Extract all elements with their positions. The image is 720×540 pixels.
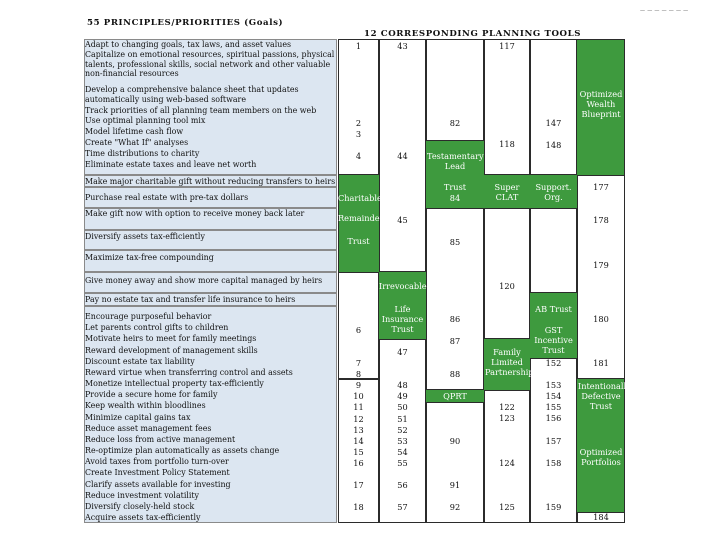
principle-line: Reduce loss from active management (85, 435, 236, 444)
principle-line: Motivate heirs to meet for family meetings (85, 334, 257, 343)
principle-line: Track priorities of all planning team members on the web (85, 106, 317, 115)
tool-label: Charitable (338, 193, 382, 203)
principle-line: Make major charitable gift without reducing transfers to heirs (85, 177, 336, 186)
tool-number: 148 (545, 140, 562, 150)
principle-line: Reward development of management skills (85, 346, 258, 355)
principle-line: Adapt to changing goals, tax laws, and asset values (85, 40, 292, 49)
principle-line: Capitalize on emotional resources, spiritual passions, physical talents, professional skills, social network and other valuable non-financial resources (85, 50, 335, 79)
principle-line: Time distributions to charity (85, 149, 200, 158)
principle-line: Reduce asset management fees (85, 424, 212, 433)
tool-number: 156 (545, 413, 562, 423)
tool-label: Super CLAT (494, 182, 520, 202)
grid-cell-border (484, 39, 530, 175)
tool-number: 12 (353, 414, 364, 424)
tool-number: 18 (353, 502, 364, 512)
principle-line: Encourage purposeful behavior (85, 312, 212, 321)
tool-number: 179 (593, 260, 609, 270)
grid-cell-border (484, 208, 530, 339)
tool-number: 155 (545, 402, 562, 412)
tool-number: 17 (353, 480, 364, 490)
principle-line: Let parents control gifts to children (85, 323, 229, 332)
tool-number: 87 (449, 336, 461, 346)
principle-line: Create Investment Policy Statement (85, 468, 230, 477)
tool-label: AB Trust (535, 304, 572, 314)
tool-number: 15 (353, 447, 364, 457)
tool-number: 177 (593, 182, 609, 192)
principle-line: Reward virtue when transferring control and assets (85, 368, 293, 377)
principle-line: Diversify closely-held stock (85, 502, 195, 511)
tool-number: 8 (355, 369, 362, 379)
tool-number: 152 (545, 358, 562, 368)
tool-label: Trust (347, 236, 370, 246)
corner-mark: — — — — — — — (640, 8, 689, 14)
principle-line: Model lifetime cash flow (85, 127, 184, 136)
tool-label: Irrevocable (379, 281, 427, 291)
tool-label: Remainder (338, 213, 384, 223)
tool-number: 184 (593, 512, 609, 522)
tool-label: Optimized Wealth Blueprint (579, 89, 623, 119)
tool-label: Support. Org. (535, 182, 572, 202)
tool-number: 90 (449, 436, 461, 446)
tool-number: 45 (397, 215, 408, 225)
principle-line: Diversify assets tax-efficiently (85, 232, 205, 241)
tool-number: 53 (397, 436, 408, 446)
tool-number: 7 (355, 358, 362, 368)
principle-line: Acquire assets tax-efficiently (85, 513, 201, 522)
tool-number: 14 (353, 436, 364, 446)
tool-number: 123 (499, 413, 515, 423)
principle-line: Avoid taxes from portfolio turn-over (85, 457, 229, 466)
tools-title: 12 CORRESPONDING PLANNING TOOLS (364, 29, 582, 39)
tool-label: GST Incentive Trust (534, 325, 573, 355)
tool-label: Testamentary Lead (427, 151, 484, 171)
tool-number: 91 (449, 480, 461, 490)
principle-line: Pay no estate tax and transfer life insurance to heirs (85, 295, 296, 304)
tool-number: 154 (545, 391, 562, 401)
principle-line: Provide a secure home for family (85, 390, 218, 399)
principle-line: Develop a comprehensive balance sheet that updates automatically using web-based software (85, 85, 299, 104)
tool-number: 92 (449, 502, 461, 512)
tool-number: 86 (449, 314, 461, 324)
tool-number: 180 (593, 314, 609, 324)
tool-label: Trust (443, 182, 467, 192)
tool-number: 88 (449, 369, 461, 379)
tool-number: 2 (355, 118, 362, 128)
tool-number: 117 (499, 41, 515, 51)
tool-number: 13 (353, 425, 364, 435)
tool-number: 56 (397, 480, 408, 490)
tool-number: 1 (355, 41, 362, 51)
tool-number: 147 (545, 118, 562, 128)
tool-number: 57 (397, 502, 408, 512)
tool-number: 181 (593, 358, 609, 368)
tool-number: 44 (397, 151, 408, 161)
tool-number: 6 (355, 325, 362, 335)
principle-line: Monetize intellectual property tax-efficiently (85, 379, 264, 388)
tool-label: Optimized Portfolios (579, 447, 623, 467)
tool-number: 122 (499, 402, 515, 412)
tool-number: 49 (397, 391, 408, 401)
principle-line: Discount estate tax liability (85, 357, 195, 366)
tool-number: 124 (499, 458, 515, 468)
grid-cell-border (530, 208, 577, 293)
tool-number: 118 (499, 139, 515, 149)
principle-line: Eliminate estate taxes and leave net worth (85, 160, 257, 169)
tool-number: 48 (397, 380, 408, 390)
tool-number: 153 (545, 380, 562, 390)
tool-number: 16 (353, 458, 364, 468)
tool-number: 10 (353, 391, 364, 401)
tool-number: 84 (449, 193, 461, 203)
grid-cell-border (530, 39, 577, 175)
tool-number: 159 (545, 502, 562, 512)
tool-number: 50 (397, 402, 408, 412)
principle-line: Clarify assets available for investing (85, 480, 231, 489)
tool-label: Family Limited Partnership (485, 347, 534, 377)
tool-label: Life Insurance Trust (381, 304, 424, 334)
tool-number: 82 (449, 118, 461, 128)
principle-line: Maximize tax-free compounding (85, 253, 214, 262)
tool-number: 157 (545, 436, 562, 446)
grid-cell-border (426, 208, 484, 390)
principle-line: Minimize capital gains tax (85, 413, 191, 422)
tool-number: 9 (355, 380, 362, 390)
tool-block-optimized-portfolios (577, 424, 625, 512)
principle-line: Give money away and show more capital managed by heirs (85, 276, 323, 285)
principle-line: Keep wealth within bloodlines (85, 401, 206, 410)
tool-number: 54 (397, 447, 408, 457)
tool-number: 52 (397, 425, 408, 435)
tool-number: 47 (397, 347, 408, 357)
tool-number: 158 (545, 458, 562, 468)
principle-line: Reduce investment volatility (85, 491, 200, 500)
tool-number: 178 (593, 215, 609, 225)
tool-number: 125 (499, 502, 515, 512)
tool-label: QPRT (443, 391, 467, 401)
tool-number: 55 (397, 458, 408, 468)
tool-number: 4 (355, 151, 362, 161)
tool-number: 85 (449, 237, 461, 247)
tool-label: Intentionally Defective Trust (578, 381, 631, 411)
principles-title: 55 PRINCIPLES/PRIORITIES (Goals) (87, 18, 284, 28)
principle-line: Make gift now with option to receive money back later (85, 209, 305, 218)
principle-line: Re-optimize plan automatically as assets change (85, 446, 280, 455)
tool-number: 3 (355, 129, 362, 139)
principle-line: Purchase real estate with pre-tax dollars (85, 193, 249, 202)
principle-line: Use optimal planning tool mix (85, 116, 206, 125)
grid-cell-border (577, 175, 625, 379)
tool-number: 43 (397, 41, 408, 51)
principle-line: Create "What If" analyses (85, 138, 189, 147)
tool-block-charitable-remainder-trust (338, 175, 384, 272)
tool-number: 120 (499, 281, 515, 291)
tool-number: 11 (353, 402, 364, 412)
tool-number: 51 (397, 414, 408, 424)
